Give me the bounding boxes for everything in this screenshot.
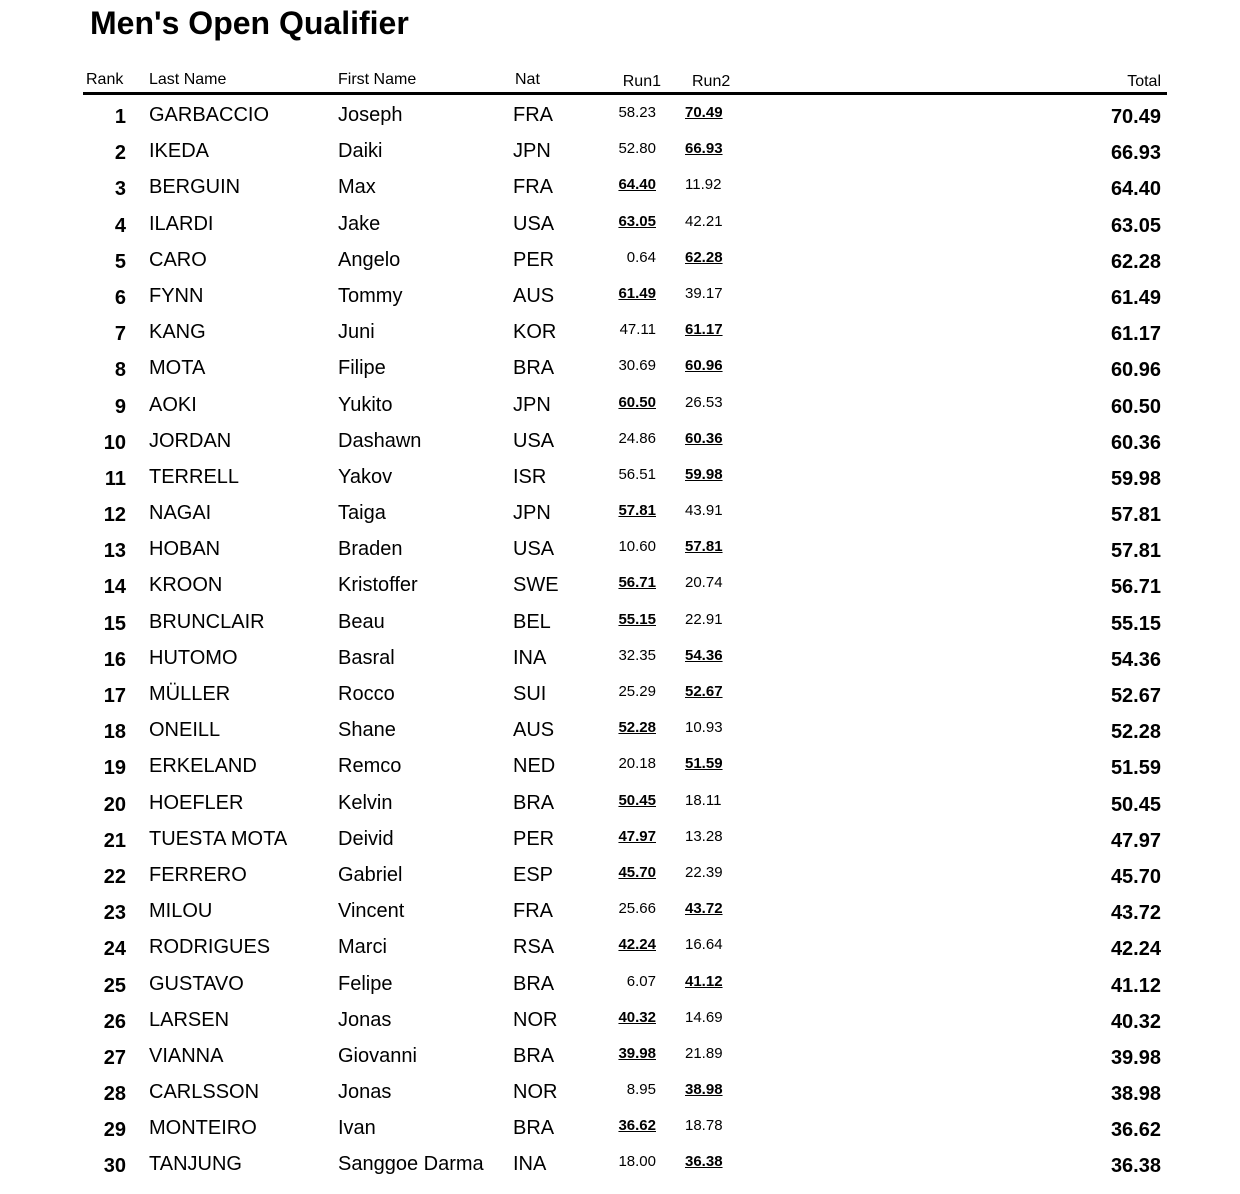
rank-cell: 6: [114, 286, 126, 309]
run1-score-cell: 32.35: [618, 646, 656, 664]
header-last-name: Last Name: [149, 71, 227, 88]
total-cell: 64.40: [1110, 178, 1161, 201]
nat-cell: USA: [513, 429, 555, 452]
run1-score-cell: 52.80: [618, 140, 656, 158]
first-name-cell: Max: [338, 176, 376, 199]
table-row: [0, 314, 1240, 350]
run1-score-cell: 56.71: [618, 574, 656, 592]
last-name-cell: KANG: [149, 321, 206, 344]
total-cell: 52.67: [1110, 685, 1161, 707]
total-cell: 54.36: [1110, 648, 1161, 671]
first-name-cell: Sanggoe Darma: [338, 1153, 484, 1176]
nat-cell: FRA: [513, 176, 553, 199]
run2-score-cell: 54.36: [685, 646, 723, 664]
nat-cell: JPN: [513, 502, 551, 525]
run2-score-cell: 61.17: [685, 321, 723, 339]
results-table: [0, 97, 1240, 1183]
rank-cell: 10: [103, 431, 126, 454]
rank-cell: 9: [114, 395, 126, 418]
nat-cell: FRA: [513, 104, 553, 126]
last-name-cell: FERRERO: [149, 863, 247, 886]
nat-cell: ISR: [513, 465, 547, 488]
last-name-cell: ILARDI: [149, 212, 214, 235]
rank-cell: 20: [103, 793, 126, 816]
total-cell: 55.15: [1110, 612, 1161, 635]
table-row: [0, 278, 1240, 314]
total-cell: 57.81: [1110, 540, 1161, 563]
rank-cell: 18: [103, 721, 126, 744]
rank-cell: 17: [103, 685, 126, 707]
last-name-cell: GUSTAVO: [149, 972, 244, 995]
run2-score-cell: 51.59: [685, 755, 723, 773]
table-row: [0, 423, 1240, 459]
run2-score-cell: 66.93: [685, 140, 723, 158]
table-row: [0, 531, 1240, 567]
run2-score-cell: 59.98: [685, 465, 723, 483]
last-name-cell: MÜLLER: [149, 683, 231, 705]
nat-cell: BRA: [513, 1117, 555, 1140]
run2-score-cell: 52.67: [685, 683, 723, 700]
table-row: [0, 1110, 1240, 1146]
total-cell: 38.98: [1110, 1083, 1161, 1106]
table-row: [0, 712, 1240, 748]
nat-cell: BEL: [513, 610, 551, 633]
nat-cell: USA: [513, 538, 555, 561]
first-name-cell: Marci: [338, 936, 387, 959]
nat-cell: BRA: [513, 972, 555, 995]
run2-score-cell: 60.96: [685, 357, 723, 375]
header-divider: [83, 92, 1167, 95]
table-row: [0, 1074, 1240, 1110]
total-cell: 62.28: [1110, 250, 1161, 273]
last-name-cell: HOBAN: [149, 538, 221, 561]
nat-cell: PER: [513, 827, 555, 850]
run1-score-cell: 61.49: [618, 284, 656, 302]
nat-cell: JPN: [513, 393, 551, 416]
total-cell: 51.59: [1110, 757, 1161, 780]
last-name-cell: MILOU: [149, 900, 213, 923]
last-name-cell: HUTOMO: [149, 646, 238, 669]
run1-score-cell: 60.50: [618, 393, 656, 411]
run1-score-cell: 0.64: [626, 248, 656, 266]
run1-score-cell: 47.97: [618, 827, 656, 845]
nat-cell: NED: [513, 755, 556, 778]
run2-score-cell: 22.91: [685, 610, 723, 628]
run2-score-cell: 14.69: [685, 1008, 723, 1026]
table-row: [0, 929, 1240, 965]
rank-cell: 24: [103, 938, 126, 961]
first-name-cell: Filipe: [338, 357, 386, 380]
nat-cell: BRA: [513, 791, 555, 814]
run2-score-cell: 20.74: [685, 574, 723, 592]
first-name-cell: Daiki: [338, 140, 383, 163]
table-row: [0, 857, 1240, 893]
run2-score-cell: 18.78: [685, 1117, 723, 1135]
last-name-cell: RODRIGUES: [149, 936, 271, 959]
run2-score-cell: 36.38: [685, 1153, 723, 1171]
last-name-cell: TERRELL: [149, 465, 240, 488]
first-name-cell: Shane: [338, 719, 396, 742]
run1-score-cell: 58.23: [618, 104, 656, 121]
first-name-cell: Basral: [338, 646, 395, 669]
first-name-cell: Kristoffer: [338, 574, 418, 597]
nat-cell: NOR: [513, 1081, 558, 1104]
last-name-cell: TUESTA MOTA: [149, 827, 288, 850]
last-name-cell: CARLSSON: [149, 1081, 260, 1104]
nat-cell: USA: [513, 212, 555, 235]
run1-score-cell: 20.18: [618, 755, 656, 773]
table-row: [0, 966, 1240, 1002]
rank-cell: 8: [114, 359, 126, 382]
last-name-cell: BRUNCLAIR: [149, 610, 265, 633]
run2-score-cell: 18.11: [685, 791, 722, 809]
last-name-cell: MOTA: [149, 357, 206, 380]
rank-cell: 27: [103, 1046, 126, 1069]
first-name-cell: Felipe: [338, 972, 393, 995]
first-name-cell: Jake: [338, 212, 381, 235]
table-row: [0, 748, 1240, 784]
total-cell: 70.49: [1110, 106, 1161, 128]
nat-cell: BRA: [513, 1044, 555, 1067]
total-cell: 41.12: [1110, 974, 1161, 997]
header-run2: Run2: [692, 73, 731, 90]
table-row: [0, 206, 1240, 242]
run2-score-cell: 26.53: [685, 393, 723, 411]
total-cell: 59.98: [1110, 467, 1161, 490]
first-name-cell: Remco: [338, 755, 402, 778]
nat-cell: BRA: [513, 357, 555, 380]
table-row: [0, 459, 1240, 495]
table-row: [0, 242, 1240, 278]
rank-cell: 23: [103, 902, 126, 925]
first-name-cell: Angelo: [338, 248, 401, 271]
rank-cell: 11: [104, 467, 126, 490]
run2-score-cell: 60.36: [685, 429, 723, 447]
rank-cell: 16: [103, 648, 126, 671]
rank-cell: 2: [114, 142, 126, 165]
rank-cell: 25: [103, 974, 126, 997]
last-name-cell: IKEDA: [149, 140, 210, 163]
run1-score-cell: 25.29: [618, 683, 656, 700]
run1-score-cell: 55.15: [618, 610, 656, 628]
first-name-cell: Kelvin: [338, 791, 393, 814]
last-name-cell: LARSEN: [149, 1008, 230, 1031]
first-name-cell: Tommy: [338, 284, 403, 307]
run2-score-cell: 70.49: [685, 104, 723, 121]
total-cell: 36.62: [1110, 1119, 1161, 1142]
run2-score-cell: 43.72: [685, 900, 723, 918]
run2-score-cell: 11.92: [685, 176, 722, 194]
run1-score-cell: 18.00: [618, 1153, 656, 1171]
first-name-cell: Taiga: [338, 502, 386, 525]
total-cell: 47.97: [1110, 829, 1161, 852]
header-first-name: First Name: [338, 71, 417, 88]
rank-cell: 5: [114, 250, 126, 273]
nat-cell: INA: [513, 646, 547, 669]
run2-score-cell: 16.64: [685, 936, 723, 954]
run1-score-cell: 30.69: [618, 357, 656, 375]
rank-cell: 21: [103, 829, 126, 852]
rank-cell: 14: [103, 576, 126, 599]
total-cell: 42.24: [1110, 938, 1161, 961]
nat-cell: KOR: [513, 321, 557, 344]
total-cell: 45.70: [1110, 865, 1161, 888]
rank-cell: 30: [103, 1155, 126, 1178]
table-row: [0, 350, 1240, 386]
last-name-cell: BERGUIN: [149, 176, 241, 199]
table-row: [0, 604, 1240, 640]
table-header: [0, 68, 1240, 92]
run1-score-cell: 47.11: [619, 321, 656, 339]
last-name-cell: KROON: [149, 574, 223, 597]
first-name-cell: Joseph: [338, 104, 403, 126]
run1-score-cell: 40.32: [618, 1008, 656, 1026]
run2-score-cell: 13.28: [685, 827, 723, 845]
first-name-cell: Jonas: [338, 1081, 392, 1104]
table-row: [0, 821, 1240, 857]
rank-cell: 12: [103, 504, 126, 527]
last-name-cell: ONEILL: [149, 719, 221, 742]
total-cell: 66.93: [1110, 142, 1161, 165]
nat-cell: SWE: [513, 574, 559, 597]
nat-cell: AUS: [513, 719, 555, 742]
rank-cell: 26: [103, 1010, 126, 1033]
run2-score-cell: 21.89: [685, 1044, 723, 1062]
table-row: [0, 387, 1240, 423]
run1-score-cell: 8.95: [626, 1081, 656, 1099]
run2-score-cell: 38.98: [685, 1081, 723, 1099]
total-cell: 36.38: [1110, 1155, 1161, 1178]
rank-cell: 19: [103, 757, 126, 780]
run2-score-cell: 42.21: [685, 212, 723, 230]
total-cell: 61.49: [1110, 286, 1161, 309]
nat-cell: INA: [513, 1153, 547, 1176]
rank-cell: 3: [114, 178, 126, 201]
page-title: Men's Open Qualifier: [90, 5, 409, 41]
run1-score-cell: 63.05: [618, 212, 656, 230]
header-total: Total: [1127, 73, 1161, 90]
first-name-cell: Braden: [338, 538, 403, 561]
run1-score-cell: 45.70: [618, 863, 656, 881]
rank-cell: 29: [103, 1119, 126, 1142]
last-name-cell: VIANNA: [149, 1044, 224, 1067]
first-name-cell: Deivid: [338, 827, 394, 850]
total-cell: 43.72: [1110, 902, 1161, 925]
table-row: [0, 133, 1240, 169]
run2-score-cell: 62.28: [685, 248, 723, 266]
total-cell: 56.71: [1110, 576, 1161, 599]
nat-cell: NOR: [513, 1008, 558, 1031]
first-name-cell: Rocco: [338, 683, 395, 705]
table-row: [0, 640, 1240, 676]
total-cell: 39.98: [1110, 1046, 1161, 1069]
last-name-cell: ERKELAND: [149, 755, 257, 778]
table-row: [0, 1146, 1240, 1182]
run2-score-cell: 43.91: [685, 502, 723, 520]
last-name-cell: FYNN: [149, 284, 204, 307]
first-name-cell: Vincent: [338, 900, 405, 923]
run1-score-cell: 36.62: [618, 1117, 656, 1135]
rank-cell: 4: [114, 214, 126, 237]
total-cell: 60.50: [1110, 395, 1161, 418]
first-name-cell: Dashawn: [338, 429, 422, 452]
table-row: [0, 567, 1240, 603]
last-name-cell: AOKI: [149, 393, 197, 416]
last-name-cell: HOEFLER: [149, 791, 244, 814]
first-name-cell: Beau: [338, 610, 385, 633]
table-row: [0, 893, 1240, 929]
run1-score-cell: 10.60: [618, 538, 656, 556]
first-name-cell: Yukito: [338, 393, 393, 416]
rank-cell: 7: [114, 323, 126, 346]
first-name-cell: Giovanni: [338, 1044, 417, 1067]
nat-cell: ESP: [513, 863, 554, 886]
rank-cell: 13: [103, 540, 126, 563]
last-name-cell: MONTEIRO: [149, 1117, 257, 1140]
table-row: [0, 676, 1240, 712]
nat-cell: JPN: [513, 140, 551, 163]
rank-cell: 15: [103, 612, 126, 635]
run1-score-cell: 64.40: [618, 176, 656, 194]
table-row: [0, 1038, 1240, 1074]
run1-score-cell: 56.51: [618, 465, 656, 483]
total-cell: 60.36: [1110, 431, 1161, 454]
run1-score-cell: 50.45: [618, 791, 656, 809]
first-name-cell: Gabriel: [338, 863, 403, 886]
total-cell: 50.45: [1110, 793, 1161, 816]
run1-score-cell: 25.66: [618, 900, 656, 918]
run1-score-cell: 24.86: [618, 429, 656, 447]
total-cell: 63.05: [1110, 214, 1161, 237]
first-name-cell: Jonas: [338, 1008, 392, 1031]
last-name-cell: NAGAI: [149, 502, 212, 525]
table-row: [0, 169, 1240, 205]
first-name-cell: Juni: [338, 321, 375, 344]
header-run1: Run1: [622, 73, 661, 90]
run2-score-cell: 22.39: [685, 863, 723, 881]
nat-cell: RSA: [513, 936, 555, 959]
rank-cell: 28: [103, 1083, 126, 1106]
table-row: [0, 785, 1240, 821]
run1-score-cell: 39.98: [618, 1044, 656, 1062]
last-name-cell: JORDAN: [149, 429, 232, 452]
first-name-cell: Yakov: [338, 465, 393, 488]
run1-score-cell: 52.28: [618, 719, 656, 737]
total-cell: 40.32: [1110, 1010, 1161, 1033]
nat-cell: PER: [513, 248, 555, 271]
run2-score-cell: 57.81: [685, 538, 723, 556]
total-cell: 52.28: [1110, 721, 1161, 744]
header-rank: Rank: [86, 71, 124, 88]
nat-cell: SUI: [513, 683, 547, 705]
run2-score-cell: 41.12: [685, 972, 723, 990]
last-name-cell: TANJUNG: [149, 1153, 242, 1176]
rank-cell: 1: [114, 106, 126, 128]
total-cell: 61.17: [1110, 323, 1161, 346]
first-name-cell: Ivan: [338, 1117, 376, 1140]
total-cell: 60.96: [1110, 359, 1161, 382]
nat-cell: AUS: [513, 284, 555, 307]
nat-cell: FRA: [513, 900, 553, 923]
table-row: [0, 495, 1240, 531]
total-cell: 57.81: [1110, 504, 1161, 527]
run2-score-cell: 10.93: [685, 719, 723, 737]
table-row: [0, 1002, 1240, 1038]
rank-cell: 22: [103, 865, 126, 888]
last-name-cell: CARO: [149, 248, 207, 271]
run1-score-cell: 57.81: [618, 502, 656, 520]
run1-score-cell: 42.24: [618, 936, 656, 954]
table-row: [0, 97, 1240, 133]
last-name-cell: GARBACCIO: [149, 104, 270, 126]
run1-score-cell: 6.07: [626, 972, 656, 990]
header-nat: Nat: [515, 71, 540, 88]
run2-score-cell: 39.17: [685, 284, 723, 302]
